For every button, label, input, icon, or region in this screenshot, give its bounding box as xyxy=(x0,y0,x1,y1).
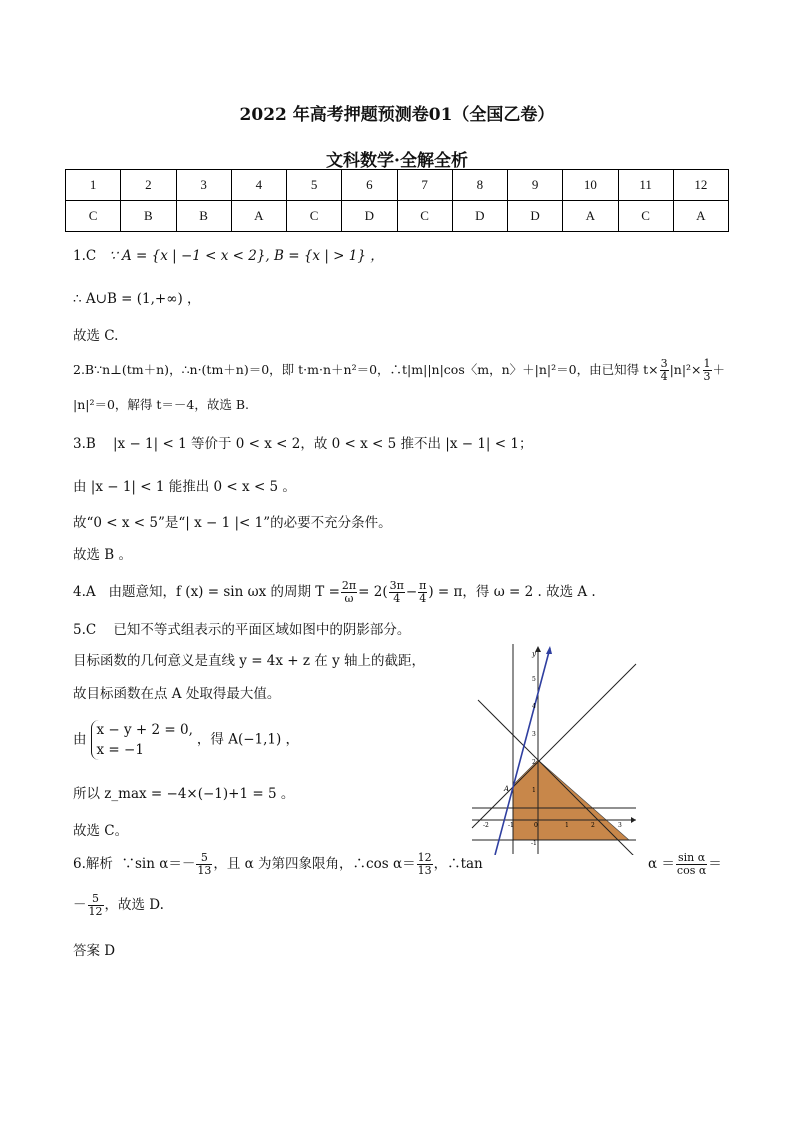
table-cell-answer: B xyxy=(176,201,231,232)
q6-fraction-3 xyxy=(676,852,707,877)
q1-text: ∵ A = {x | −1 < x < 2}, B = {x | > 1} ， xyxy=(109,248,384,264)
q4-fraction-3 xyxy=(418,580,427,605)
q3-line4: 故选 B 。 xyxy=(73,547,133,563)
q4-fraction-1 xyxy=(341,580,357,605)
table-cell-answer: C xyxy=(287,201,342,232)
table-cell-number: 10 xyxy=(563,170,618,201)
x-tick-label: 3 xyxy=(618,822,622,829)
q3-line3: 故“0 < x < 5”是“| x − 1 |< 1”的必要不充分条件。 xyxy=(73,515,392,531)
fraction-numerator: 5 xyxy=(196,852,212,865)
table-cell-answer: C xyxy=(618,201,673,232)
y-tick-label: 5 xyxy=(532,676,536,683)
fraction-denominator: cos α xyxy=(676,864,707,877)
q2-text-a: ∵n⊥(tm＋n)，∴n·(tm＋n)＝0，即 t·m·n＋n²＝0，∴t|m||n|cos〈m，n〉＋|n|²＝0，由已知得 t× xyxy=(94,362,659,377)
shaded-region xyxy=(513,760,629,840)
q6-fraction-1 xyxy=(196,852,212,877)
table-cell-answer: D xyxy=(452,201,507,232)
q6-text-e: ＝ xyxy=(708,856,722,872)
q5-equation-system xyxy=(91,720,193,760)
y-tick-label: -1 xyxy=(531,840,537,847)
q3-line1 xyxy=(73,434,532,454)
fraction-numerator: 1 xyxy=(703,357,711,370)
fraction-denominator: 4 xyxy=(419,592,427,605)
fraction-denominator: 13 xyxy=(417,864,432,877)
fraction-numerator: 12 xyxy=(417,851,432,864)
x-tick-label: 1 xyxy=(565,822,569,829)
q1-label: 1.C xyxy=(73,248,97,264)
table-cell-answer: C xyxy=(397,201,452,232)
table-cell-number: 9 xyxy=(508,170,563,201)
q5-text: 已知不等式组表示的平面区域如图中的阴影部分。 xyxy=(113,622,411,638)
q3-label: 3.B xyxy=(73,436,96,452)
table-cell-answer: A xyxy=(563,201,618,232)
fraction-denominator: 12 xyxy=(88,905,103,918)
q6-fraction-4 xyxy=(88,893,104,918)
q5-text-suffix: ，得 A(−1,1) ， xyxy=(196,731,300,748)
fraction-numerator: 5 xyxy=(88,893,104,906)
q1-line1 xyxy=(73,246,384,266)
equation-row: x − y + 2 = 0, xyxy=(96,722,193,738)
x-tick-label: -2 xyxy=(483,822,489,829)
objective-arrow xyxy=(546,646,552,654)
q5-label: 5.C xyxy=(73,622,97,638)
table-cell-number: 3 xyxy=(176,170,231,201)
fraction-numerator: sin α xyxy=(676,852,707,865)
point-label-a: A xyxy=(504,785,510,793)
table-cell-answer: D xyxy=(508,201,563,232)
table-cell-number: 5 xyxy=(287,170,342,201)
page-title: 2022 年高考押题预测卷01（全国乙卷） xyxy=(239,105,555,125)
q3-line2: 由 |x − 1| < 1 能推出 0 < x < 5 。 xyxy=(73,479,296,495)
table-cell-number: 4 xyxy=(231,170,286,201)
q6-text-g: ，故选 D. xyxy=(104,897,164,913)
x-tick-label: 0 xyxy=(534,822,538,829)
q4-fraction-2 xyxy=(389,580,405,605)
q4-label: 4.A xyxy=(73,584,96,600)
answer-table-answer-row xyxy=(66,201,729,232)
q3-text: |x − 1| < 1 等价于 0 < x < 2，故 0 < x < 5 推不出 |x − 1| < 1； xyxy=(112,436,533,452)
q4-text-b: = 2( xyxy=(358,584,388,600)
q5-line6: 故选 C。 xyxy=(73,823,129,839)
q6-text-f: － xyxy=(73,897,87,913)
answer-table xyxy=(65,169,729,232)
q5-text-prefix: 由 xyxy=(73,731,87,748)
q2-text-c: ＋ xyxy=(712,362,726,377)
q6-text-a: ∵sin α＝－ xyxy=(121,856,196,872)
x-tick-label: 2 xyxy=(591,822,595,829)
q6-text-d: α ＝ xyxy=(648,856,675,872)
fraction-denominator: 4 xyxy=(660,370,668,383)
y-tick-label: 1 xyxy=(532,787,536,794)
y-tick-label: 4 xyxy=(532,703,536,710)
table-cell-number: 8 xyxy=(452,170,507,201)
q5-line2: 目标函数的几何意义是直线 y = 4x + z 在 y 轴上的截距， xyxy=(73,653,426,669)
fraction-denominator: 4 xyxy=(393,592,401,605)
q6-text-b: ，且 α 为第四象限角，∴cos α＝ xyxy=(213,856,416,872)
table-cell-number: 6 xyxy=(342,170,397,201)
q2-line1 xyxy=(73,358,725,383)
q6-line1-right xyxy=(648,852,722,877)
q6-line2 xyxy=(73,893,164,918)
q6-text-c: ，∴tan xyxy=(433,856,483,872)
q1-line2: ∴ A∪B = (1,+∞) ， xyxy=(73,291,201,307)
fraction-denominator: ω xyxy=(344,592,354,605)
table-cell-number: 1 xyxy=(66,170,121,201)
q1-line3: 故选 C. xyxy=(73,328,119,344)
q2-text-b: |n|²× xyxy=(669,362,702,377)
axis-label-y: y xyxy=(532,650,536,658)
q4-text-d: ) = π，得 ω = 2 . 故选 A . xyxy=(428,584,596,600)
q2-line2: |n|²＝0，解得 t＝－4，故选 B. xyxy=(73,397,250,412)
feasible-region-graph xyxy=(470,640,638,855)
q6-fraction-2 xyxy=(417,852,433,877)
y-tick-label: 2 xyxy=(532,759,536,766)
fraction-numerator: 2π xyxy=(341,579,357,592)
fraction-numerator: π xyxy=(419,579,427,592)
fraction-numerator: 3 xyxy=(660,357,668,370)
y-tick-label: 3 xyxy=(532,731,536,738)
answer-table-number-row xyxy=(66,170,729,201)
x-tick-label: -1 xyxy=(508,822,514,829)
q5-line3: 故目标函数在点 A 处取得最大值。 xyxy=(73,686,281,702)
table-cell-answer: C xyxy=(66,201,121,232)
table-cell-answer: A xyxy=(673,201,728,232)
table-cell-answer: B xyxy=(121,201,176,232)
q2-fraction-2 xyxy=(703,358,712,383)
q2-label: 2.B xyxy=(73,362,95,377)
q5-line4 xyxy=(73,720,299,760)
q5-line1 xyxy=(73,620,410,640)
fraction-numerator: 3π xyxy=(389,579,404,592)
table-cell-answer: D xyxy=(342,201,397,232)
q6-line1 xyxy=(73,852,483,877)
q2-fraction-1 xyxy=(660,358,669,383)
fraction-denominator: 3 xyxy=(703,370,711,383)
q4-text-c: − xyxy=(405,584,418,600)
page-subtitle: 文科数学·全解全析 xyxy=(326,151,468,171)
q4-line1 xyxy=(73,580,596,605)
fraction-denominator: 13 xyxy=(197,864,212,877)
table-cell-number: 11 xyxy=(618,170,673,201)
table-cell-number: 2 xyxy=(121,170,176,201)
equation-row: x = −1 xyxy=(96,742,144,758)
q4-text-a: 由题意知，f (x) = sin ωx 的周期 T = xyxy=(108,584,340,600)
table-cell-answer: A xyxy=(231,201,286,232)
q6-label: 6.解析 xyxy=(73,856,113,872)
q5-line5: 所以 z_max = −4×(−1)+1 = 5 。 xyxy=(73,786,295,802)
x-axis-arrow xyxy=(631,817,636,823)
table-cell-number: 7 xyxy=(397,170,452,201)
q6-answer: 答案 D xyxy=(73,943,116,959)
table-cell-number: 12 xyxy=(673,170,728,201)
